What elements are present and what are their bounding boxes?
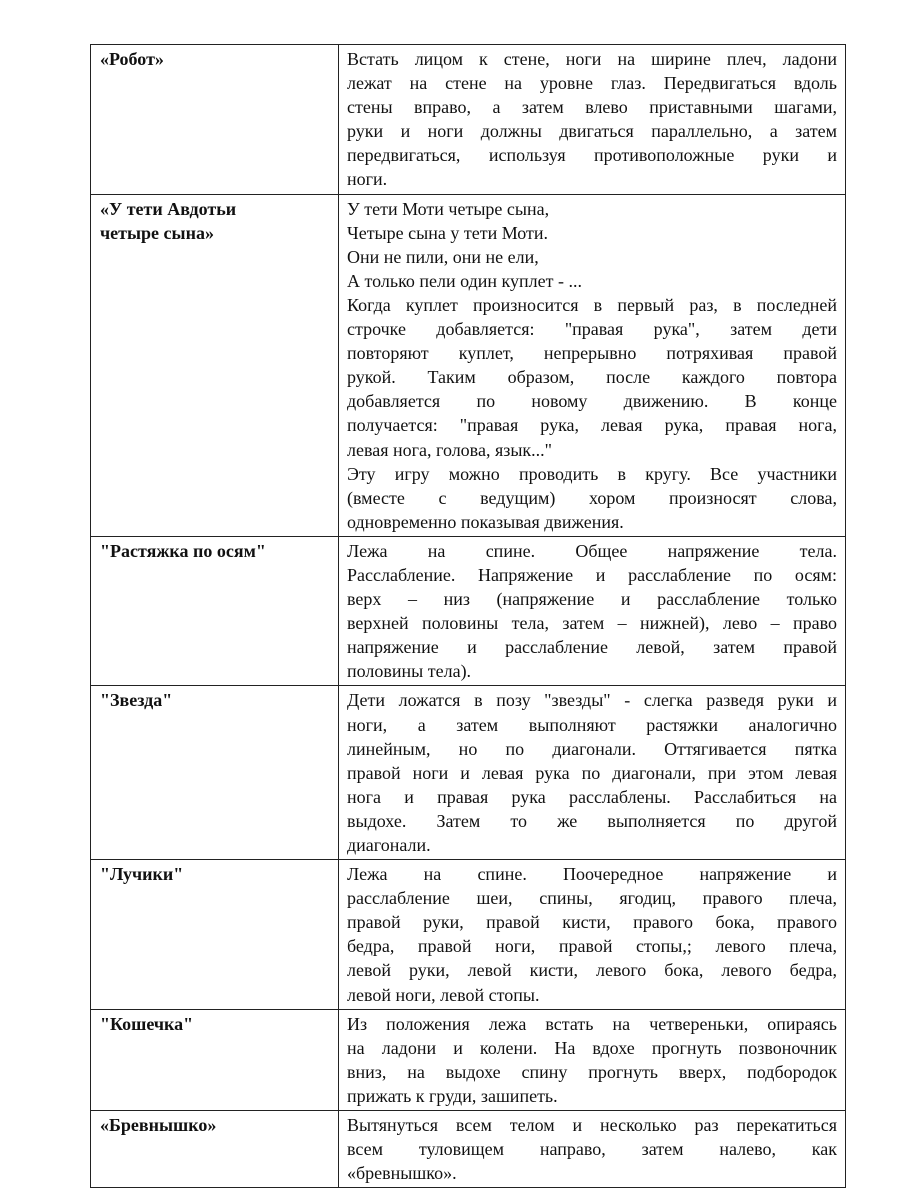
description-line: напряжение и расслабление левой, затем правой — [347, 637, 837, 658]
description-line: (вместе с ведущим) хором произносят слова, — [347, 487, 837, 508]
exercise-name: "Кошечка" — [91, 1009, 339, 1110]
description-line: верх – низ (напряжение и расслабление только — [347, 589, 837, 610]
description-line: У тети Моти четыре сына, — [347, 198, 550, 219]
exercise-name — [91, 194, 339, 536]
description-line: Лежа на спине. Поочередное напряжение и — [347, 864, 837, 885]
description-line: Встать лицом к стене, ноги на ширине плеч, ладони — [347, 49, 837, 69]
description-line: левая нога, голова, язык..." — [347, 439, 553, 460]
exercise-name: "Звезда" — [91, 686, 339, 860]
description-line: Вытянуться всем телом и несколько раз перекатиться — [347, 1115, 837, 1136]
description-line: одновременно показывая движения. — [347, 511, 624, 532]
description-line: руки и ноги должны двигаться параллельно, а затем — [347, 121, 837, 142]
description-line: ноги, а затем выполняют растяжки аналогично — [347, 714, 837, 735]
description-line: линейным, но по диагонали. Оттягивается пятка — [347, 738, 837, 759]
exercise-description — [339, 536, 846, 686]
description-line: добавляется по новому движению. В конце — [347, 391, 837, 412]
description-line: нога и правая рука расслаблены. Расслабиться на — [347, 786, 837, 807]
exercise-table-body — [91, 45, 846, 1188]
exercise-name: «Бревнышко» — [91, 1111, 339, 1188]
description-line: верхней половины тела, затем – нижней), лево – право — [347, 613, 837, 634]
exercise-description — [339, 860, 846, 1010]
table-row — [91, 860, 846, 1010]
description-line: прижать к груди, зашипеть. — [347, 1085, 558, 1106]
description-line: Из положения лежа встать на четвереньки, опираясь — [347, 1013, 837, 1034]
description-line: «бревнышко». — [347, 1163, 457, 1184]
description-line: передвигаться, используя противоположные руки и — [347, 145, 837, 166]
description-line: диагонали. — [347, 835, 431, 855]
description-line: Эту игру можно проводить в кругу. Все участники — [347, 463, 837, 484]
exercise-description — [339, 1009, 846, 1110]
description-line: Когда куплет произносится в первый раз, в последней — [347, 294, 837, 315]
table-row — [91, 194, 846, 536]
description-line: стены вправо, а затем влево приставными шагами, — [347, 97, 837, 118]
description-line: вниз, на выдохе спину прогнуть вверх, подбородок — [347, 1061, 837, 1082]
description-line: А только пели один куплет - ... — [347, 270, 583, 291]
description-line: бедра, правой ноги, правой стопы,; левого плеча, — [347, 936, 837, 957]
description-line: левой ноги, левой стопы. — [347, 984, 540, 1005]
exercise-table — [90, 44, 846, 1188]
exercise-name-line: «У тети Авдотьи — [100, 198, 237, 219]
description-line: лежат на стене на уровне глаз. Передвигаться вдоль — [347, 73, 837, 94]
description-line: Лежа на спине. Общее напряжение тела. — [347, 540, 837, 561]
description-line: Дети ложатся в позу "звезды" - слегка разведя руки и — [347, 690, 837, 711]
table-row — [91, 1009, 846, 1110]
exercise-description — [339, 45, 846, 195]
exercise-description — [339, 1111, 846, 1188]
exercise-description — [339, 686, 846, 860]
description-line: расслабление шеи, спины, ягодиц, правого плеча, — [347, 888, 837, 909]
description-line: левой руки, левой кисти, левого бока, левого бедра, — [347, 960, 837, 981]
description-line: Они не пили, они не ели, — [347, 246, 539, 267]
description-line: правой руки, правой кисти, правого бока, правого — [347, 912, 837, 933]
exercise-name-line: четыре сына» — [100, 222, 214, 243]
table-row — [91, 45, 846, 195]
description-line: получается: "правая рука, левая рука, правая нога, — [347, 415, 837, 436]
description-line: рукой. Таким образом, после каждого повтора — [347, 367, 837, 388]
description-line: выдохе. Затем то же выполняется по другой — [347, 810, 837, 831]
description-line: всем туловищем направо, затем налево, как — [347, 1139, 837, 1160]
exercise-description — [339, 194, 846, 536]
exercise-name: "Лучики" — [91, 860, 339, 1010]
exercise-name: "Растяжка по осям" — [91, 536, 339, 686]
description-line: половины тела). — [347, 661, 472, 682]
description-line: строчке добавляется: "правая рука", затем дети — [347, 319, 837, 340]
description-line: Расслабление. Напряжение и расслабление по осям: — [347, 564, 837, 585]
description-line: ноги. — [347, 169, 388, 190]
description-line: Четыре сына у тети Моти. — [347, 222, 549, 243]
exercise-name: «Робот» — [91, 45, 339, 195]
description-line: правой ноги и левая рука по диагонали, при этом левая — [347, 762, 837, 783]
description-line: повторяют куплет, непрерывно потряхивая правой — [347, 343, 837, 364]
table-row — [91, 1111, 846, 1188]
table-row — [91, 536, 846, 686]
table-row — [91, 686, 846, 860]
description-line: на ладони и колени. На вдохе прогнуть позвоночник — [347, 1037, 837, 1058]
